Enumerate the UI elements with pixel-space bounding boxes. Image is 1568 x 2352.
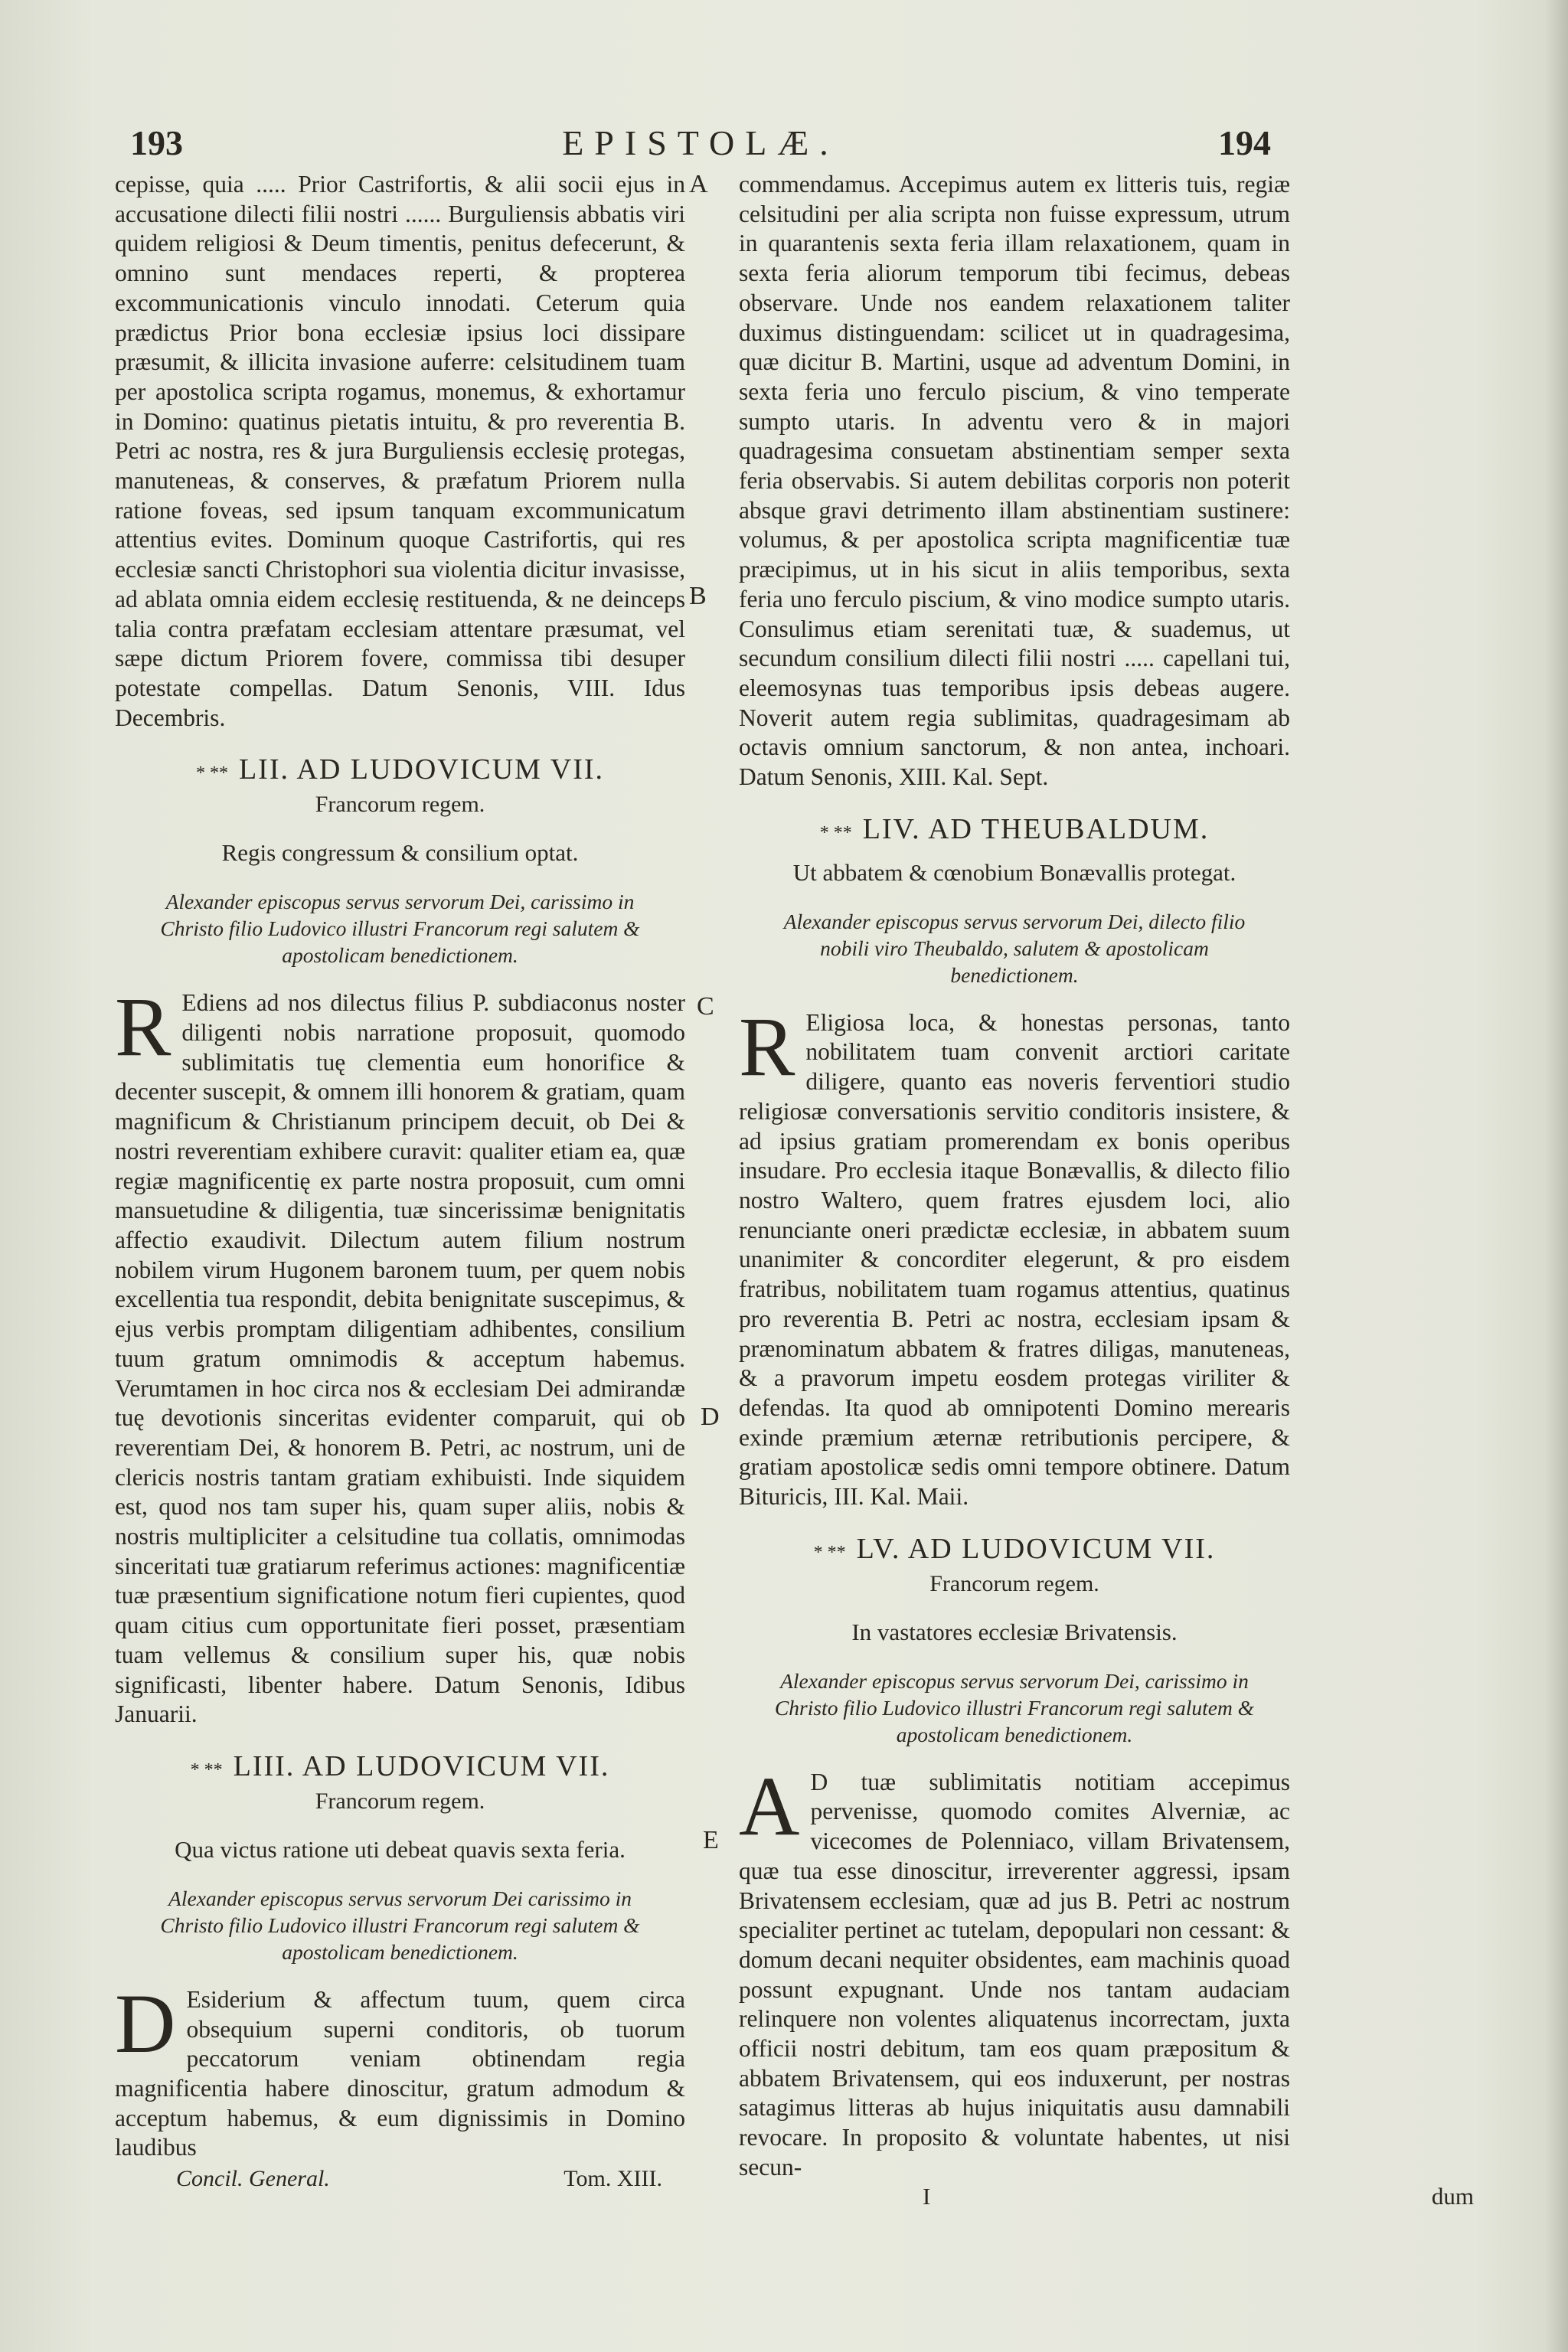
letter-heading: * ** LIII. AD LUDOVICUM VII. [190,1749,610,1782]
footer-signature [739,2183,1474,2210]
asterisk-mark: * ** [190,1759,223,1780]
right-column [739,170,1474,2210]
letter-body: D Esiderium & affectum tuum, quem circa obsequium superni conditoris, ob tuorum peccatorum veniam obtinendam regia magnificentia habere dinoscitur, gratum admodum & acceptum habemus, & eum dignissimis in Domino laudibus [115,1976,685,2161]
letter-lv [739,1532,1290,2183]
margin-letter-c: C [697,992,714,1021]
drop-cap: D [115,1976,176,2070]
page-number-right: 194 [1218,123,1271,162]
catchword: dum [1431,2182,1474,2210]
page-number-left: 193 [130,123,183,162]
drop-cap: A [739,1759,800,1853]
continued-text: cepisse, quia ..... Prior Castrifortis, & alii socii ejus in accusatione dilecti filii nostri ...... Burguliensis abbatis viri quidem religiosi & Deum timentis, penitus defecerunt, & omnino sunt mendaces reperti, & propterea excommunicationis vinculo innodati. Ceterum quia prædictus Prior bona ecclesiæ ipsius loci dissipare præsumit, & illicita invasione auferre: celsitudinem tuam per apostolica scripta rogamus, monemus, & exhortamur in Domino: quatinus pietatis intuitu, & pro reverentia B. Petri ac nostra, res & jura Burguliensis ecclesię protegas, manuteneas, & conserves, & præfatum Priorem nulla ratione foveas, sed ipsum tanquam excommunicatum attentius evites. Dominum quoque Castrifortis, qui res ecclesiæ sancti Christophori sua violentia dicitur invasisse, ad ablata omnia eidem ecclesię restituenda, & ne deinceps talia contra præfatam ecclesiam attentare præsumat, vel sæpe dictum Priorem fovere, commissa tibi desuper potestate compellas. Datum Senonis, VIII. Idus Decembris. [115,171,685,731]
asterisk-mark: * ** [819,822,852,843]
letter-salutation: Alexander episcopus servus servorum Dei carissimo in Christo filio Ludovico illustri Francorum regi salutem & apostolicam benedictionem. [160,1886,640,1964]
letter-liv [739,812,1290,1512]
letter-heading: * ** LIV. AD THEUBALDUM. [819,812,1210,845]
letter-addressee: Francorum regem. [315,792,485,818]
letter-body: A D tuæ sublimitatis notitiam accepimus pervenisse, quomodo comites Alverniæ, ac vicecomes de Polenniaco, villam Brivatensem, quæ tua esse dinoscitur, irreverenter aggressi, ipsam Brivatensem ecclesiam, quæ ad jus B. Petri ac nostrum specialiter pertinet ac tutelam, depopulari non cessant: & domum decani nequiter obsidentes, eam machinis quoad possunt expugnant. Unde nos tantam audaciam relinquere non volentes aliquatenus incorrectam, juxta officii nostri debitum, tam eos quam præpositum & abbatem Brivatensem, qui eos induxerunt, per nostras satagimus litteras ab hujus iniquitatis ausu damnabili revocare. In proposito & voluntate habentes, ut nisi secun- [739,1759,1290,2180]
letter-argument: Qua victus ratione uti debeat quavis sexta feria. [175,1835,626,1863]
margin-letter-a: A [689,170,708,198]
running-title: EPISTOLÆ. [562,123,839,162]
footer-source [115,2166,685,2192]
tome-number: Tom. XIII. [564,2166,662,2192]
letter-argument: In vastatores ecclesiæ Brivatensis. [851,1618,1178,1645]
letter-heading: * ** LV. AD LUDOVICUM VII. [813,1532,1216,1565]
margin-letter-e: E [703,1826,719,1854]
asterisk-mark: * ** [813,1542,846,1563]
letter-salutation: Alexander episcopus servus servorum Dei, carissimo in Christo filio Ludovico illustri Francorum regi salutem & apostolicam benedictionem. [160,890,640,968]
letter-heading: * ** LII. AD LUDOVICUM VII. [195,753,605,786]
source-title: Concil. General. [176,2166,330,2192]
letter-addressee: Francorum regem. [315,1788,485,1814]
letter-salutation: Alexander episcopus servus servorum Dei, carissimo in Christo filio Ludovico illustri Francorum regi salutem & apostolicam benedictionem. [774,1668,1255,1746]
signature-mark: I [923,2182,931,2210]
letter-argument: Ut abbatem & cœnobium Bonævallis protegat. [792,858,1236,886]
letter-lii [115,753,685,1730]
left-column [115,170,685,2192]
letter-body: R Ediens ad nos dilectus filius P. subdiaconus noster diligenti nobis narratione proposuit, quomodo sublimitatis tuę clementia eum honorifice & decenter suscepit, & omnem illi honorem & gratiam, quam magnificum & Christianum principem decuit, ob Dei & nostri reverentiam exhibere curavit: qualiter etiam ea, quæ regiæ magnificentię ex parte nostra proposuit, cum omni mansuetudine & diligentia, tuæ sincerissimæ benignitatis affectio exaudivit. Dilectum autem filium nostrum nobilem virum Hugonem baronem tuum, per quem nobis excellentia tua respondit, debita benignitate suscepimus, & ejus verbis promptam diligentiam adhibentes, consilium tuum gratum omnimodis & acceptum habemus. Verumtamen in hoc circa nos & ecclesiam Dei admirandæ tuę devotionis sinceritas evidenter comparuit, qui ob reverentiam Dei, & honorem B. Petri, ac nostrum, uni de clericis nostris tantam gratiam exhibuisti. Inde siquidem est, quod nos tam super his, quam super aliis, nobis & nostris multipliciter a celsitudine tua collatis, omnimodas sinceritati tuæ gratiarum referimus actiones: magnificentiæ tuæ præsentium significatione notum fieri cupientes, quod quam citius cum opportunitate fieri posset, præsentiam tuam vellemus & consilium super his, quæ nobis significasti, libenter habere. Datum Senonis, Idibus Januarii. [115,980,685,1728]
margin-letter-b: B [689,582,707,610]
letter-body: R Eligiosa loca, & honestas personas, tanto nobilitatem tuam convenit arctiori caritate diligere, quanto eas noveris ferventiori studio religiosæ conversationis servitio conditoris insistere, & ad ipsius gratiam promerendam ex bonis operibus insudare. Pro ecclesia itaque Bonævallis, & dilecto filio nostro Waltero, quem fratres ejusdem loci, alio renunciante oneri prædictæ ecclesiæ, in abbatem suum unanimiter & concorditer elegerunt, & pro eisdem fratribus, nobilitatem tuam rogamus attentius, quatinus pro reverentia B. Petri ac nostra, ecclesiam ipsam & prænominatum abbatem & fratres diligas, manuteneas, & a pravorum impetu eosdem protegas viriliter & defendas. Ita quod ab omnipotenti Domino merearis exinde præmium æternæ retributionis percipere, & gratiam apostolicæ sedis omni tempore obtinere. Datum Bituricis, III. Kal. Maii. [739,999,1290,1511]
drop-cap: R [739,999,795,1093]
letter-argument: Regis congressum & consilium optat. [221,839,579,867]
letter-salutation: Alexander episcopus servus servorum Dei, dilecto filio nobili viro Theubaldo, salutem & apostolicam benedictionem. [783,909,1246,987]
margin-letter-d: D [701,1403,720,1431]
drop-cap: R [115,980,172,1074]
asterisk-mark: * ** [195,763,228,784]
page-edge-shadow [1545,0,1568,2352]
letter-addressee: Francorum regem. [929,1570,1099,1596]
letter-liii [115,1749,685,2163]
continued-text: commendamus. Accepimus autem ex litteris tuis, regiæ celsitudini per alia scripta non fuisse expressum, utrum in quarantenis sexta feria illam relaxationem, quam in sexta feria aliorum temporum tibi fecimus, debeas observare. Unde nos eandem relaxationem taliter duximus distinguendam: scilicet ut in quadragesima, quæ dicitur B. Martini, usque ad adventum Domini, in sexta feria uno ferculo piscium, & vino temperate sumpto utaris. In adventu vero & in majori quadragesima consuetam abstinentiam semper sexta feria observabis. Si autem debilitas corporis non poterit absque gravi detrimento illam abstinentiam sustinere: volumus, & per apostolica scripta magnificentiæ tuæ præcipimus, ut in his sicut in aliis temporibus, sexta feria uno ferculo piscium, & vino modice sumpto utaris. Consulimus etiam serenitati tuæ, & suademus, ut secundum consilium dilecti filii nostri ..... capellani tui, eleemosynas tuas temporibus ipsis debeas augere. Noverit autem regia sublimitas, quadragesimam ab octavis omnium sanctorum, & non antea, inchoari. Datum Senonis, XIII. Kal. Sept. [739,171,1290,791]
running-header [130,122,1271,176]
